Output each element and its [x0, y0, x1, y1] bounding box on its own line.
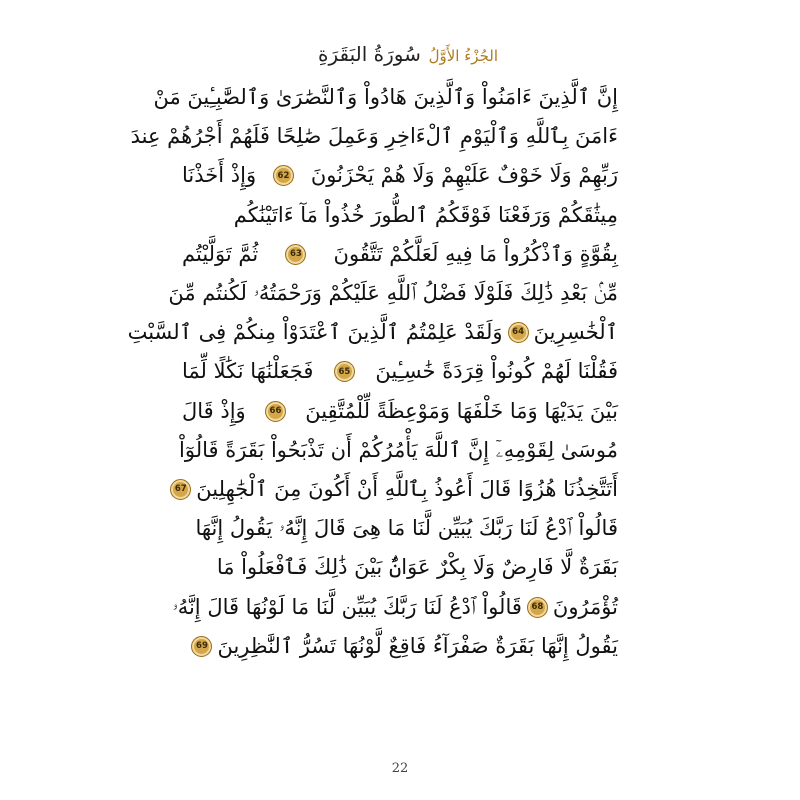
- verse-text: بَيْنَ يَدَيْهَا وَمَا خَلْفَهَا وَمَوْعِظَةً لِّلْمُتَّقِينَ: [305, 398, 618, 423]
- ayah-number-marker: 66: [265, 401, 286, 422]
- verse-text: ٱلْخَٰسِرِينَ: [533, 320, 618, 345]
- surah-title: سُورَةُ البَقَرَةِ: [318, 42, 421, 66]
- verse-text: بَقَرَةٌ لَّا فَارِضٌ وَلَا بِكْرٌ عَوَانٌۢ بَيْنَ ذَٰلِكَ فَٱفْعَلُواْ مَا: [216, 555, 618, 580]
- verse-text: وَلَقَدْ عَلِمْتُمُ ٱلَّذِينَ ٱعْتَدَوْاْ مِنكُمْ فِى ٱلسَّبْتِ: [127, 320, 503, 345]
- verse-text: بِقُوَّةٍ وَٱذْكُرُواْ مَا فِيهِ لَعَلَّكُمْ تَتَّقُونَ: [333, 241, 618, 266]
- text-line: [182, 627, 618, 666]
- verse-text: إِنَّ ٱلَّذِينَ ءَامَنُواْ وَٱلَّذِينَ هَادُواْ وَٱلنَّصَٰرَىٰ وَٱلصَّٰبِـِٔينَ مَنْ: [153, 85, 618, 110]
- verse-text: قَالُواْ ٱدْعُ لَنَا رَبَّكَ يُبَيِّن لَّنَا مَا لَوْنُهَا قَالَ إِنَّهُۥ: [172, 594, 522, 619]
- verse-text: فَقُلْنَا لَهُمْ كُونُواْ قِرَدَةً خَٰسِـِٔينَ: [375, 359, 618, 384]
- text-line: [168, 274, 618, 313]
- ayah-number-marker: 62: [273, 165, 294, 186]
- verse-text: تُؤْمَرُونَ: [552, 594, 618, 619]
- verse-text: ثُمَّ تَوَلَّيْتُم: [182, 241, 259, 266]
- text-line: [182, 548, 618, 587]
- text-line: [172, 587, 618, 626]
- verse-text: قَالُواْ ٱدْعُ لَنَا رَبَّكَ يُبَيِّن لَّنَا مَا هِىَ قَالَ إِنَّهُۥ يَقُولُ إِنَّهَا: [195, 516, 618, 541]
- text-line: [182, 392, 618, 431]
- text-line: [182, 509, 618, 548]
- text-line: [174, 470, 618, 509]
- juz-title: الجُزْءُ الأَوَّلُ: [428, 47, 498, 65]
- ayah-number-marker: 68: [527, 597, 548, 618]
- verse-text: ءَامَنَ بِٱللَّهِ وَٱلْيَوْمِ ٱلْءَاخِرِ وَعَمِلَ صَٰلِحًا فَلَهُمْ أَجْرُهُمْ عِندَ: [130, 124, 618, 149]
- ayah-number-marker: 64: [508, 322, 529, 343]
- text-line: [182, 196, 618, 235]
- ayah-number-marker: 67: [170, 479, 191, 500]
- text-line: [153, 78, 618, 117]
- page-header: [318, 30, 498, 64]
- verse-text: وَإِذْ قَالَ: [182, 398, 246, 423]
- text-line: [127, 313, 618, 352]
- verse-text: مِيثَٰقَكُمْ وَرَفَعْنَا فَوْقَكُمُ ٱلطُّورَ خُذُواْ مَآ ءَاتَيْنَٰكُم: [233, 202, 618, 227]
- text-line: [130, 117, 618, 156]
- verse-text: رَبِّهِمْ وَلَا خَوْفٌ عَلَيْهِمْ وَلَا هُمْ يَحْزَنُونَ: [310, 163, 618, 188]
- verse-text: مِّنۢ بَعْدِ ذَٰلِكَ فَلَوْلَا فَضْلُ ٱللَّهِ عَلَيْكُمْ وَرَحْمَتُهُۥ لَكُنتُم مِّنَ: [168, 281, 618, 306]
- text-line: [179, 431, 618, 470]
- ayah-number-marker: 65: [334, 361, 355, 382]
- verse-text: وَإِذْ أَخَذْنَا: [182, 163, 257, 188]
- text-line: [182, 235, 618, 274]
- page-number: 22: [391, 761, 409, 776]
- ayah-number-marker: 69: [191, 636, 212, 657]
- verse-text: فَجَعَلْنَٰهَا نَكَٰلًا لِّمَا: [182, 359, 314, 384]
- ayah-number-marker: 63: [285, 244, 306, 265]
- text-line: [182, 352, 618, 391]
- verse-text: أَتَتَّخِذُنَا هُزُوًا قَالَ أَعُوذُ بِٱللَّهِ أَنْ أَكُونَ مِنَ ٱلْجَٰهِلِينَ: [196, 476, 618, 501]
- quran-text-block: [127, 78, 618, 666]
- verse-text: يَقُولُ إِنَّهَا بَقَرَةٌ صَفْرَآءُ فَاقِعٌ لَّوْنُهَا تَسُرُّ ٱلنَّٰظِرِينَ: [217, 633, 618, 658]
- verse-text: مُوسَىٰ لِقَوْمِهِۦٓ إِنَّ ٱللَّهَ يَأْمُرُكُمْ أَن تَذْبَحُواْ بَقَرَةً قَالُوٓاْ: [179, 437, 618, 462]
- text-line: [182, 156, 618, 195]
